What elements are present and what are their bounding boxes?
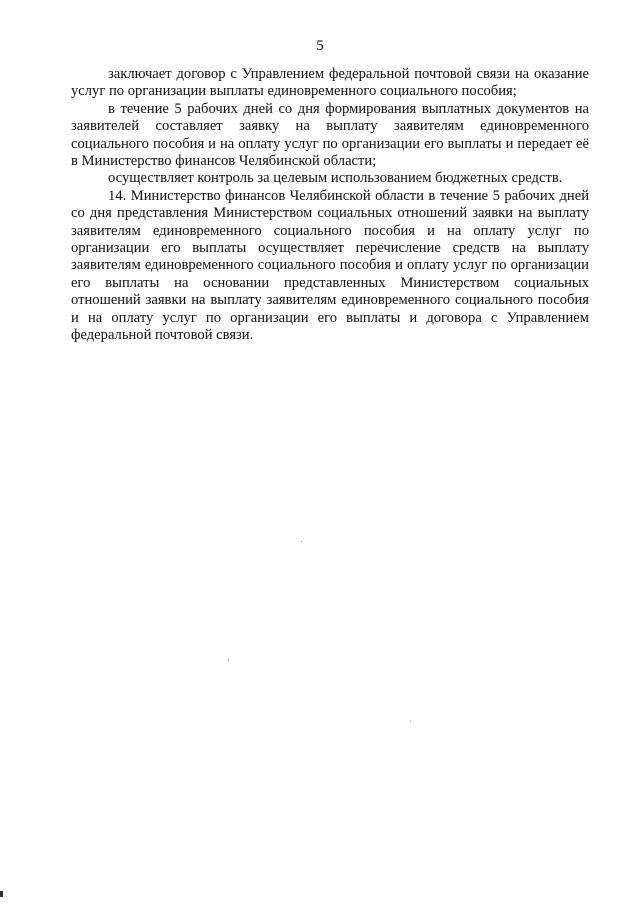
paragraph-budget-control: осуществляет контроль за целевым использованием бюджетных средств. [108,170,563,187]
paragraph-item-14: 14. Министерство финансов Челябинской области в течение 5 рабочих дней со дня представления Министерством социальных отношений заявки на выплату заявителям единовременного социального пособия и на оплату услуг по организации его выплаты осуществляет перечисление средств на выплату заявителям единовременного социального пособия и оплату услуг по организации его выплаты на основании представленных Министерством социальных отношений заявки на выплату заявителям единовременного социального пособия и на оплату услуг по организации его выплаты и договора с Управлением федеральной почтовой связи. [71,187,589,344]
page-number: 5 [316,38,324,54]
scan-corner-mark [0,891,3,897]
document-body [71,66,589,345]
scan-speck [228,659,229,660]
paragraph-contract-postal-service: заключает договор с Управлением федеральной почтовой связи на оказание услуг по организации выплаты единовременного социального пособия; [71,66,589,100]
paragraph-payment-application: в течение 5 рабочих дней со дня формирования выплатных документов на заявителей составляет заявку на выплату заявителям единовременного социального пособия и на оплату услуг по организации его выплаты и передает её в Министерство финансов Челябинской области; [71,100,589,170]
scan-speck [410,721,411,722]
scan-speck [301,541,302,542]
